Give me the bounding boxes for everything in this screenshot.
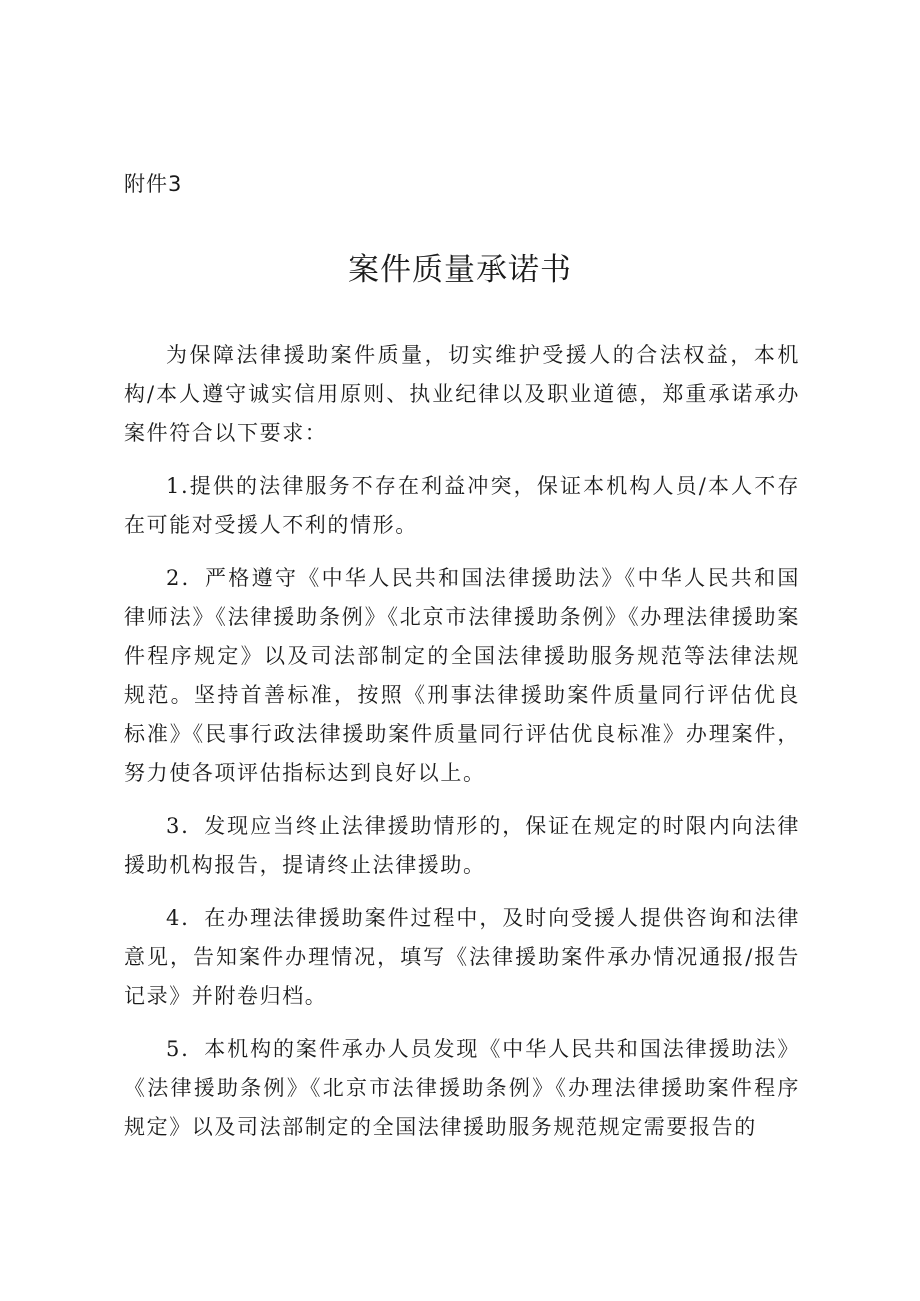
clause-4: 4．在办理法律援助案件过程中，及时向受援人提供咨询和法律意见，告知案件办理情况，填写《法律援助案件承办情况通报/报告记录》并附卷归档。 [124,906,800,1008]
clause-3: 3．发现应当终止法律援助情形的，保证在规定的时限内向法律援助机构报告，提请终止法律援助。 [124,814,800,877]
document-title: 案件质量承诺书 [348,252,572,288]
document-body [124,336,800,1161]
attachment-label: 附件3 [124,172,183,196]
clause-2: 2．严格遵守《中华人民共和国法律援助法》《中华人民共和国律师法》《法律援助条例》《北京市法律援助条例》《办理法律援助案件程序规定》以及司法部制定的全国法律援助服务规范等法律法规规范。坚持首善标准，按照《刑事法律援助案件质量同行评估优良标准》《民事行政法律援助案件质量同行评估优良标准》办理案件，努力使各项评估指标达到良好以上。 [124,566,800,785]
clause-5: 5．本机构的案件承办人员发现《中华人民共和国法律援助法》《法律援助条例》《北京市法律援助条例》《办理法律援助案件程序规定》以及司法部制定的全国法律援助服务规范规定需要报告的 [124,1037,800,1139]
clause-1: 1.提供的法律服务不存在利益冲突，保证本机构人员/本人不存在可能对受援人不利的情形。 [124,474,800,537]
intro-paragraph: 为保障法律援助案件质量，切实维护受援人的合法权益，本机构/本人遵守诚实信用原则、执业纪律以及职业道德，郑重承诺承办案件符合以下要求： [124,343,800,445]
